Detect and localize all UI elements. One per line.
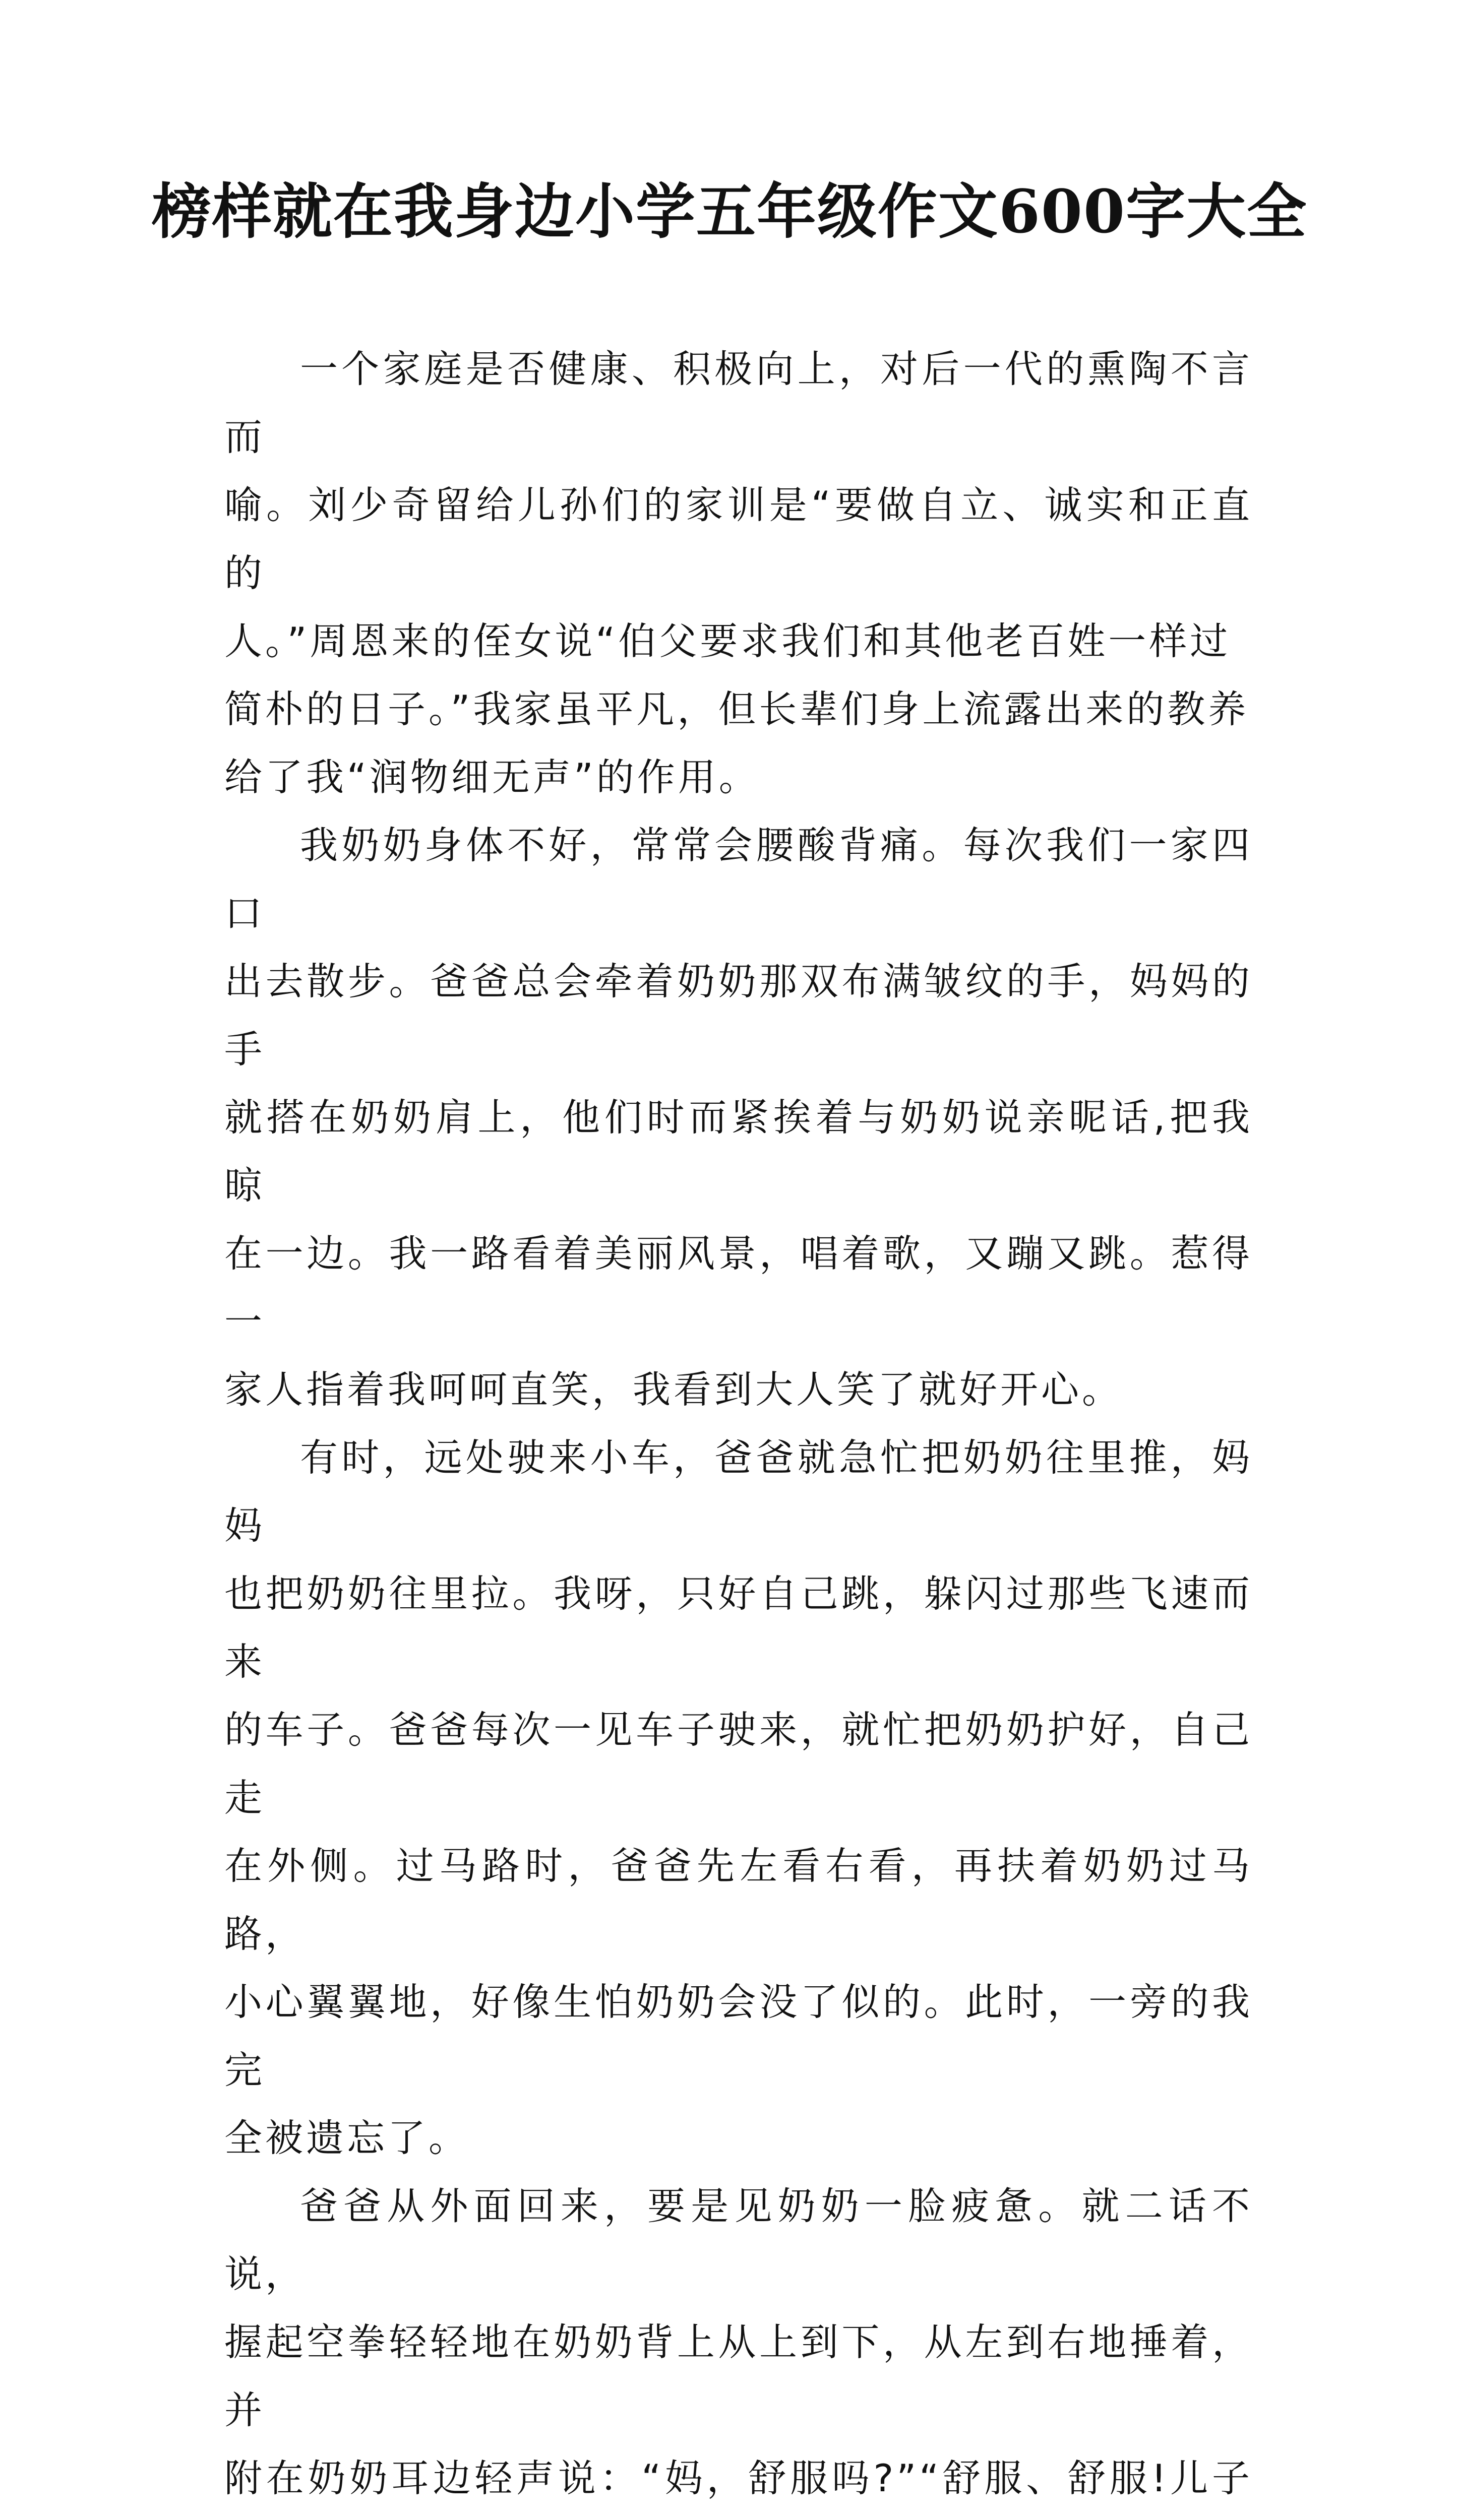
paragraph-1: 一个家庭是否健康、积极向上，对后一代的熏陶不言而 喻。刘少奇留给儿孙们的家训是“要做自立、诚实和正直的 人。”周恩来的侄女说“伯父要求我们和其他老百姓一样过 简朴的日子。”我家虽平凡，但长辈们身上流露出来的教养 给了我“润物细无声”的作用。: [224, 347, 1253, 799]
paragraph-2: 我奶奶身体不好，常常会腰酸背痛。每次我们一家四口 出去散步。爸爸总会牵着奶奶那双布满皱纹的手，妈妈的手 就搭在奶奶肩上，他们时而紧挨着与奶奶说亲昵话,把我晾 在一边。我一路看着美丽风景，唱着歌，又蹦又跳。惹得一 家人指着我呵呵直笑，我看到大人笑了就好开心。: [224, 823, 1253, 1412]
paragraph-4: 爸爸从外面回来，要是见奶奶一脸疲惫。就二话不说， 握起空拳轻轻地在奶奶背上从上到下，从左到右地捶着，并 附在奶奶耳边轻声说：“妈，舒服吗?”“舒服、舒服!儿子: [224, 2184, 1253, 2500]
document-title: 榜样就在我身边小学五年级作文600字大全: [151, 176, 1308, 246]
paragraph-3: 有时，远处驶来小车，爸爸就急忙把奶奶往里推，妈妈 也把奶奶往里拉。我呀，只好自己跳，躲闪过那些飞速而来 的车子。爸爸每次一见车子驶来，就忙把奶奶护好，自己走 在外侧。过马路时，爸爸先左看右看，再扶着奶奶过马路， 小心翼翼地，好像生怕奶奶会没了似的。此时，一旁的我完 全被遗忘了。: [224, 1435, 1253, 2160]
document-body: [224, 335, 1253, 2520]
